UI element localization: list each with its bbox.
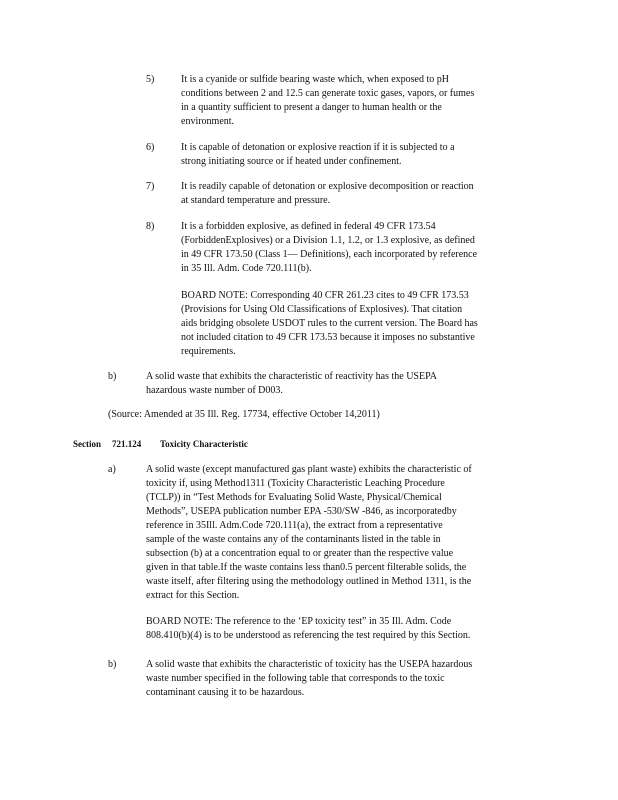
subsection-b-toxicity-marker: b)	[108, 659, 117, 670]
text-line: at standard temperature and pressure.	[181, 195, 331, 206]
text-line: 808.410(b)(4) is to be understood as referencing the test required by this Section.	[146, 630, 471, 641]
text-line: subsection (b) at a concentration equal to or greater than the respective value	[146, 548, 454, 559]
text-line: in 35 Ill. Adm. Code 720.111(b).	[181, 263, 312, 274]
item-7-marker: 7)	[146, 181, 155, 192]
item-6-marker: 6)	[146, 142, 155, 153]
board-note-item-8	[181, 289, 541, 359]
item-6-text	[181, 141, 529, 169]
text-line: waste itself, after filtering using the methodology outlined in Method 1311, is the	[146, 576, 472, 587]
text-line: It is a cyanide or sulfide bearing waste which, when exposed to pH	[181, 74, 449, 85]
section-label: Section	[73, 439, 101, 449]
section-title: Toxicity Characteristic	[160, 439, 248, 449]
text-line: It is readily capable of detonation or explosive decomposition or reaction	[181, 181, 474, 192]
item-7-text	[181, 180, 529, 208]
text-line: sample of the waste contains any of the contaminants listed in the table in	[146, 534, 441, 545]
source-note: (Source: Amended at 35 Ill. Reg. 17734, effective October 14,2011)	[108, 409, 380, 420]
text-line: reference in 35Ill. Adm.Code 720.111(a), the extract from a representative	[146, 520, 443, 531]
text-line: Methods”, USEPA publication number EPA -530/SW -846, as incorporatedby	[146, 506, 457, 517]
text-line: hazardous waste number of D003.	[146, 385, 283, 396]
subsection-a-toxicity-marker: a)	[108, 464, 116, 475]
item-8-marker: 8)	[146, 221, 155, 232]
text-line: (ForbiddenExplosives) or a Division 1.1, 1.2, or 1.3 explosive, as defined	[181, 235, 475, 246]
text-line: toxicity if, using Method1311 (Toxicity Characteristic Leaching Procedure	[146, 478, 445, 489]
text-line: It is a forbidden explosive, as defined in federal 49 CFR 173.54	[181, 221, 436, 232]
text-line: A solid waste (except manufactured gas plant waste) exhibits the characteristic of	[146, 464, 472, 475]
text-line: A solid waste that exhibits the characteristic of toxicity has the USEPA hazardous	[146, 659, 473, 670]
section-number: 721.124	[112, 439, 142, 449]
item-8-text	[181, 220, 529, 276]
text-line: A solid waste that exhibits the characteristic of reactivity has the USEPA	[146, 371, 437, 382]
text-line: (TCLP)) in “Test Methods for Evaluating Solid Waste, Physical/Chemical	[146, 492, 442, 503]
text-line: waste number specified in the following table that corresponds to the toxic	[146, 673, 445, 684]
text-line: requirements.	[181, 346, 236, 357]
text-line: BOARD NOTE: The reference to the ‘EP toxicity test” in 35 Ill. Adm. Code	[146, 616, 452, 627]
text-line: It is capable of detonation or explosive reaction if it is subjected to a	[181, 142, 455, 153]
subsection-b-toxicity-text	[146, 658, 536, 700]
text-line: BOARD NOTE: Corresponding 40 CFR 261.23 cites to 49 CFR 173.53	[181, 290, 469, 301]
subsection-b-reactivity-marker: b)	[108, 371, 117, 382]
subsection-a-toxicity-text	[146, 463, 536, 603]
text-line: contaminant causing it to be hazardous.	[146, 687, 305, 698]
text-line: (Provisions for Using Old Classifications of Explosives). That citation	[181, 304, 463, 315]
text-line: strong initiating source or if heated under confinement.	[181, 156, 402, 167]
text-line: given in that table.If the waste contains less than0.5 percent filterable solids, the	[146, 562, 467, 573]
text-line: aids bridging obsolete USDOT rules to the current version. The Board has	[181, 318, 478, 329]
text-line: in 49 CFR 173.50 (Class 1— Definitions), each incorporated by reference	[181, 249, 478, 260]
text-line: extract for this Section.	[146, 590, 240, 601]
board-note-toxicity	[146, 615, 536, 643]
subsection-b-reactivity-text	[146, 370, 496, 398]
text-line: conditions between 2 and 12.5 can generate toxic gases, vapors, or fumes	[181, 88, 475, 99]
item-5-text	[181, 73, 529, 129]
text-line: in a quantity sufficient to present a danger to human health or the	[181, 102, 442, 113]
text-line: environment.	[181, 116, 235, 127]
text-line: not included citation to 49 CFR 173.53 because it imposes no substantive	[181, 332, 475, 343]
item-5-marker: 5)	[146, 74, 155, 85]
